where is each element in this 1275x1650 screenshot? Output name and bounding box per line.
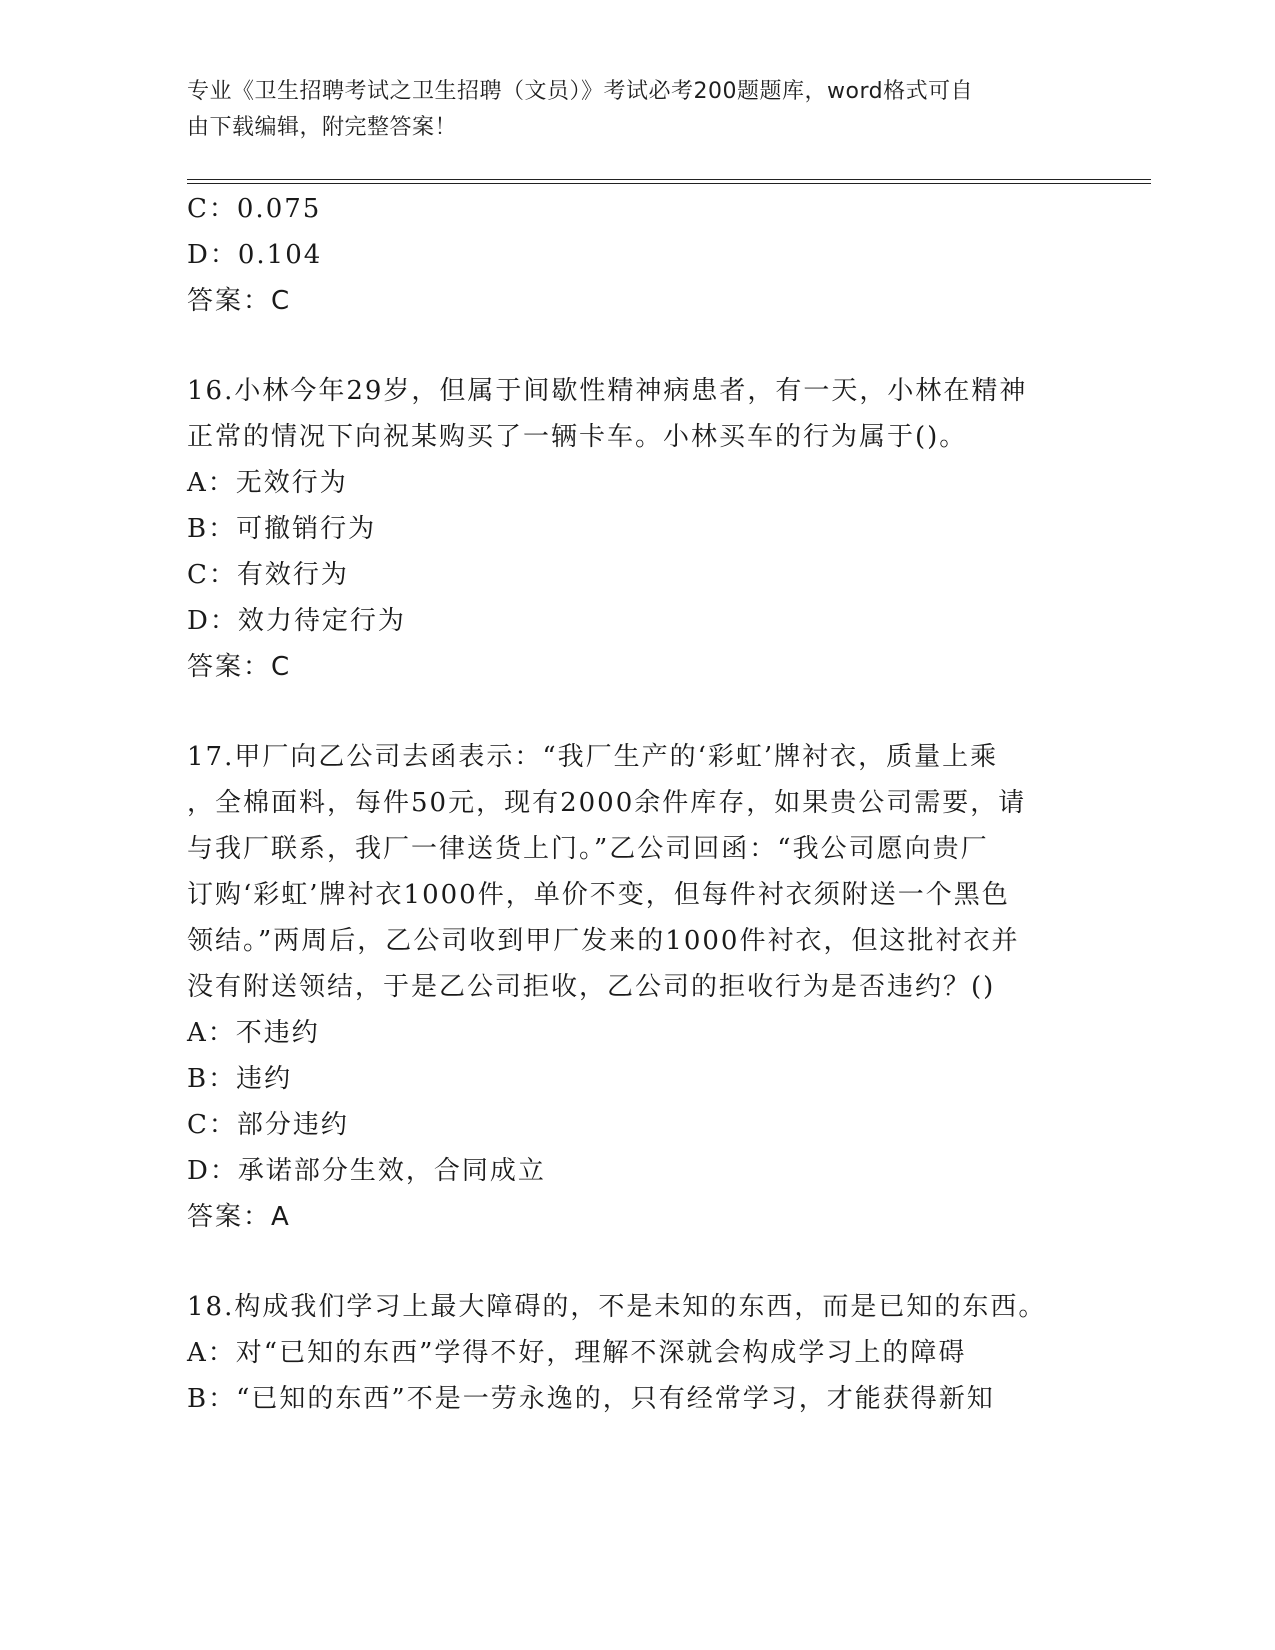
q17-option-a: A：不违约 bbox=[187, 1018, 320, 1048]
header-line-2: 由下载编辑，附完整答案！ bbox=[187, 115, 458, 140]
q17-option-d: D：承诺部分生效，合同成立 bbox=[187, 1156, 546, 1186]
q18-option-a: A：对“已知的东西”学得不好，理解不深就会构成学习上的障碍 bbox=[187, 1338, 967, 1368]
q17-option-b: B：违约 bbox=[187, 1064, 293, 1094]
q17-stem-line-5: 领结。”两周后，乙公司收到甲厂发来的1000件衬衣，但这批衬衣并 bbox=[187, 926, 1020, 956]
q16-option-a: A：无效行为 bbox=[187, 468, 348, 498]
spacer bbox=[187, 690, 1087, 734]
q16-option-b: B：可撤销行为 bbox=[187, 514, 377, 544]
spacer bbox=[187, 324, 1087, 368]
header-line-1: 专业《卫生招聘考试之卫生招聘（文员）》考试必考200题题库，word格式可自 bbox=[187, 79, 974, 104]
q16-option-d: D：效力待定行为 bbox=[187, 606, 406, 636]
q16-answer: 答案：C bbox=[187, 652, 292, 682]
page-header bbox=[187, 74, 1087, 146]
spacer bbox=[187, 1240, 1087, 1284]
question-15-tail bbox=[187, 186, 1087, 324]
question-17 bbox=[187, 734, 1087, 1240]
question-16 bbox=[187, 368, 1087, 690]
q17-stem-line-6: 没有附送领结，于是乙公司拒收，乙公司的拒收行为是否违约？() bbox=[187, 972, 996, 1002]
header-divider-bottom bbox=[187, 183, 1151, 184]
q17-stem-line-4: 订购‘彩虹’牌衬衣1000件，单价不变，但每件衬衣须附送一个黑色 bbox=[187, 880, 1010, 910]
q17-stem-line-2: ，全棉面料，每件50元，现有2000余件库存，如果贵公司需要，请 bbox=[187, 788, 1027, 818]
q18-option-b: B：“已知的东西”不是一劳永逸的，只有经常学习，才能获得新知 bbox=[187, 1384, 995, 1414]
header-divider-top bbox=[187, 179, 1151, 180]
q17-stem-line-3: 与我厂联系，我厂一律送货上门。”乙公司回函：“我公司愿向贵厂 bbox=[187, 834, 989, 864]
q15-answer: 答案：C bbox=[187, 286, 292, 316]
q18-stem-line-1: 18.构成我们学习上最大障碍的，不是未知的东西，而是已知的东西。 bbox=[187, 1292, 1047, 1322]
q17-answer: 答案：A bbox=[187, 1202, 291, 1232]
question-18 bbox=[187, 1284, 1087, 1422]
q15-option-d: D：0.104 bbox=[187, 240, 323, 270]
q17-stem-line-1: 17.甲厂向乙公司去函表示：“我厂生产的‘彩虹’牌衬衣，质量上乘 bbox=[187, 742, 999, 772]
q15-option-c: C：0.075 bbox=[187, 194, 322, 224]
q16-option-c: C：有效行为 bbox=[187, 560, 349, 590]
q17-option-c: C：部分违约 bbox=[187, 1110, 349, 1140]
q16-stem-line-1: 16.小林今年29岁，但属于间歇性精神病患者，有一天，小林在精神 bbox=[187, 376, 1028, 406]
question-content bbox=[187, 186, 1087, 1422]
q16-stem-line-2: 正常的情况下向祝某购买了一辆卡车。小林买车的行为属于()。 bbox=[187, 422, 968, 452]
